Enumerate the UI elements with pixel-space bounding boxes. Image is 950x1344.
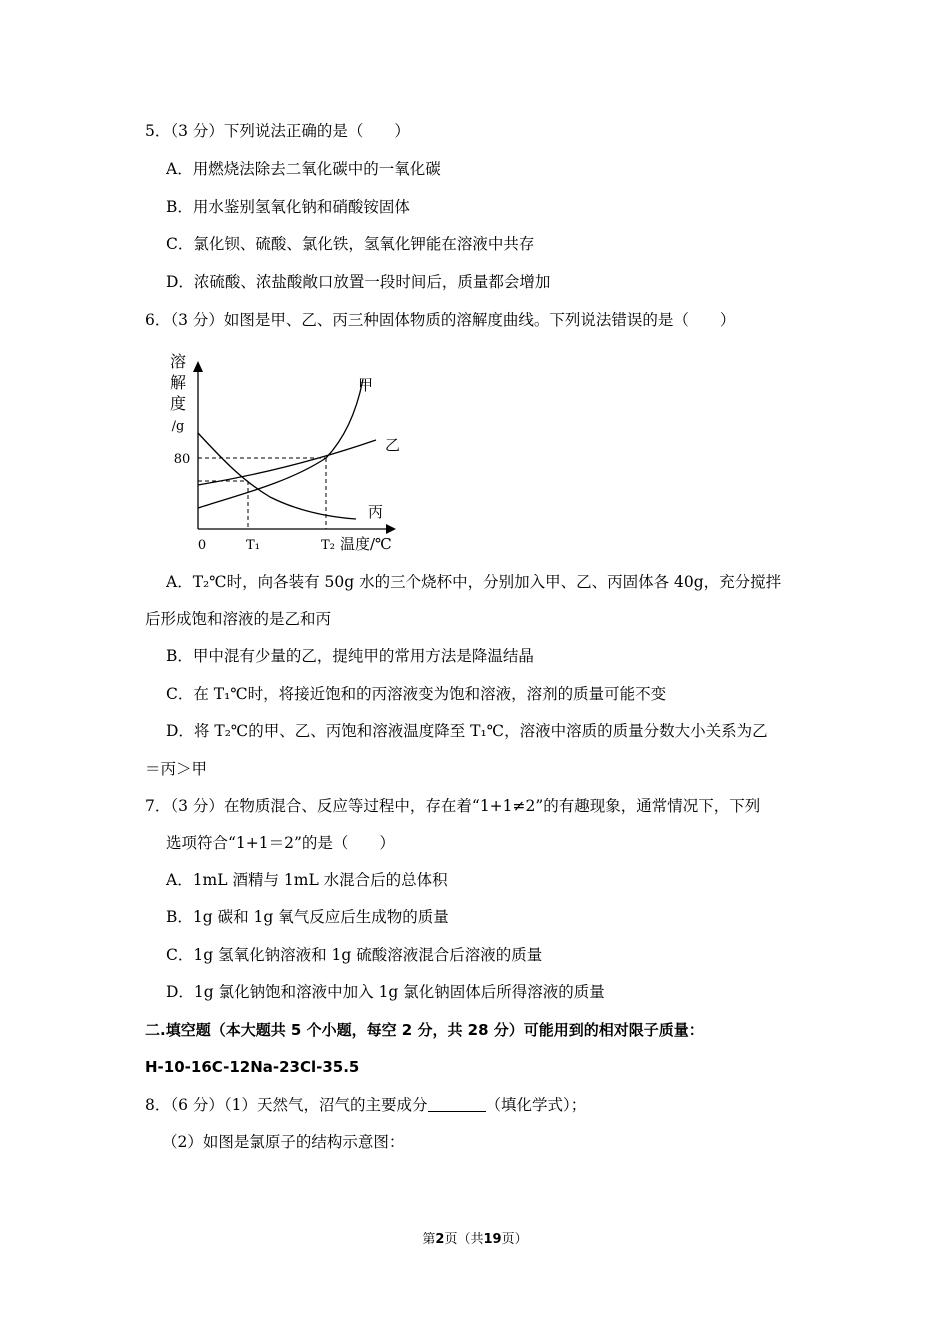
label-jia: 甲 bbox=[358, 376, 374, 394]
q8-line2: （2）如图是氯原子的结构示意图： bbox=[162, 1133, 405, 1151]
q5-option-a: A．用燃烧法除去二氧化碳中的一氧化碳 bbox=[166, 160, 441, 178]
label-bing: 丙 bbox=[368, 503, 384, 521]
section2-masses: H-10-16C-12Na-23Cl-35.5 bbox=[145, 1058, 360, 1076]
q6-stem: 6．（3 分）如图是甲、乙、丙三种固体物质的溶解度曲线。下列说法错误的是（ ） bbox=[145, 311, 736, 329]
solubility-curve-chart bbox=[158, 345, 408, 560]
x-axis-arrow bbox=[386, 524, 396, 534]
label-yi: 乙 bbox=[385, 436, 401, 454]
y-axis-label-part: /g bbox=[171, 419, 185, 434]
x-axis-label: 温度/℃ bbox=[340, 535, 392, 553]
q8-line1-text: 8．（6 分）（1）天然气，沼气的主要成分 bbox=[145, 1096, 428, 1114]
q7-option-a: A．1mL 酒精与 1mL 水混合后的总体积 bbox=[166, 871, 448, 889]
q5-option-d: D．浓硫酸、浓盐酸敞口放置一段时间后，质量都会增加 bbox=[166, 273, 551, 291]
q7-option-b: B．1g 碳和 1g 氧气反应后生成物的质量 bbox=[166, 908, 449, 926]
q6-option-c: C．在 T₁℃时，将接近饱和的丙溶液变为饱和溶液，溶剂的质量可能不变 bbox=[166, 685, 667, 703]
footer-total-pages: 19 bbox=[483, 1232, 502, 1247]
footer-mid: 页（共 bbox=[444, 1232, 484, 1247]
q6-option-d-line2: ＝丙＞甲 bbox=[145, 760, 208, 778]
q6-option-b: B．甲中混有少量的乙，提纯甲的常用方法是降温结晶 bbox=[166, 647, 534, 665]
q8-line1-suffix: （填化学式）； bbox=[485, 1096, 587, 1114]
q7-option-c: C．1g 氢氧化钠溶液和 1g 硫酸溶液混合后溶液的质量 bbox=[166, 946, 543, 964]
q6-option-a-line1: A．T₂℃时，向各装有 50g 水的三个烧杯中，分别加入甲、乙、丙固体各 40g，充分搅拌 bbox=[166, 573, 782, 591]
curve-bing bbox=[198, 433, 356, 519]
y-axis-label-part: 解 bbox=[169, 373, 187, 392]
y-tick-80: 80 bbox=[173, 452, 191, 467]
q6-option-d-line1: D．将 T₂℃的甲、乙、丙饱和溶液温度降至 T₁℃，溶液中溶质的质量分数大小关系为乙 bbox=[166, 722, 768, 740]
answer-blank[interactable] bbox=[428, 1097, 486, 1112]
page-footer bbox=[0, 1228, 950, 1247]
x-tick-t1: T₁ bbox=[246, 538, 260, 553]
y-axis-arrow bbox=[193, 361, 203, 372]
footer-post: 页） bbox=[501, 1232, 528, 1247]
q7-stem-line1: 7．（3 分）在物质混合、反应等过程中，存在着“1+1≠2”的有趣现象，通常情况下，下列 bbox=[145, 797, 761, 815]
section2-heading: 二.填空题（本大题共 5 个小题，每空 2 分，共 28 分）可能用到的相对限子质量： bbox=[145, 1021, 704, 1039]
q5-option-c: C．氯化钡、硫酸、氯化铁，氢氧化钾能在溶液中共存 bbox=[166, 235, 535, 253]
footer-page-number: 2 bbox=[435, 1232, 445, 1247]
curve-jia bbox=[198, 379, 363, 508]
origin-label: 0 bbox=[197, 538, 207, 553]
q7-stem-line2: 选项符合“1+1＝2”的是（ ） bbox=[166, 834, 395, 852]
y-axis-label-part: 溶 bbox=[169, 352, 187, 371]
y-axis-label bbox=[170, 352, 186, 434]
x-tick-t2: T₂ bbox=[321, 538, 335, 553]
y-axis-label-part: 度 bbox=[169, 394, 187, 413]
q5-stem: 5．（3 分）下列说法正确的是（ ） bbox=[145, 122, 410, 140]
q6-option-a-line2: 后形成饱和溶液的是乙和丙 bbox=[145, 610, 332, 628]
q5-option-b: B．用水鉴别氢氧化钠和硝酸铵固体 bbox=[166, 198, 410, 216]
q7-option-d: D．1g 氯化钠饱和溶液中加入 1g 氯化钠固体后所得溶液的质量 bbox=[166, 983, 605, 1001]
footer-pre: 第 bbox=[422, 1232, 436, 1247]
q8-line1 bbox=[145, 1095, 586, 1115]
